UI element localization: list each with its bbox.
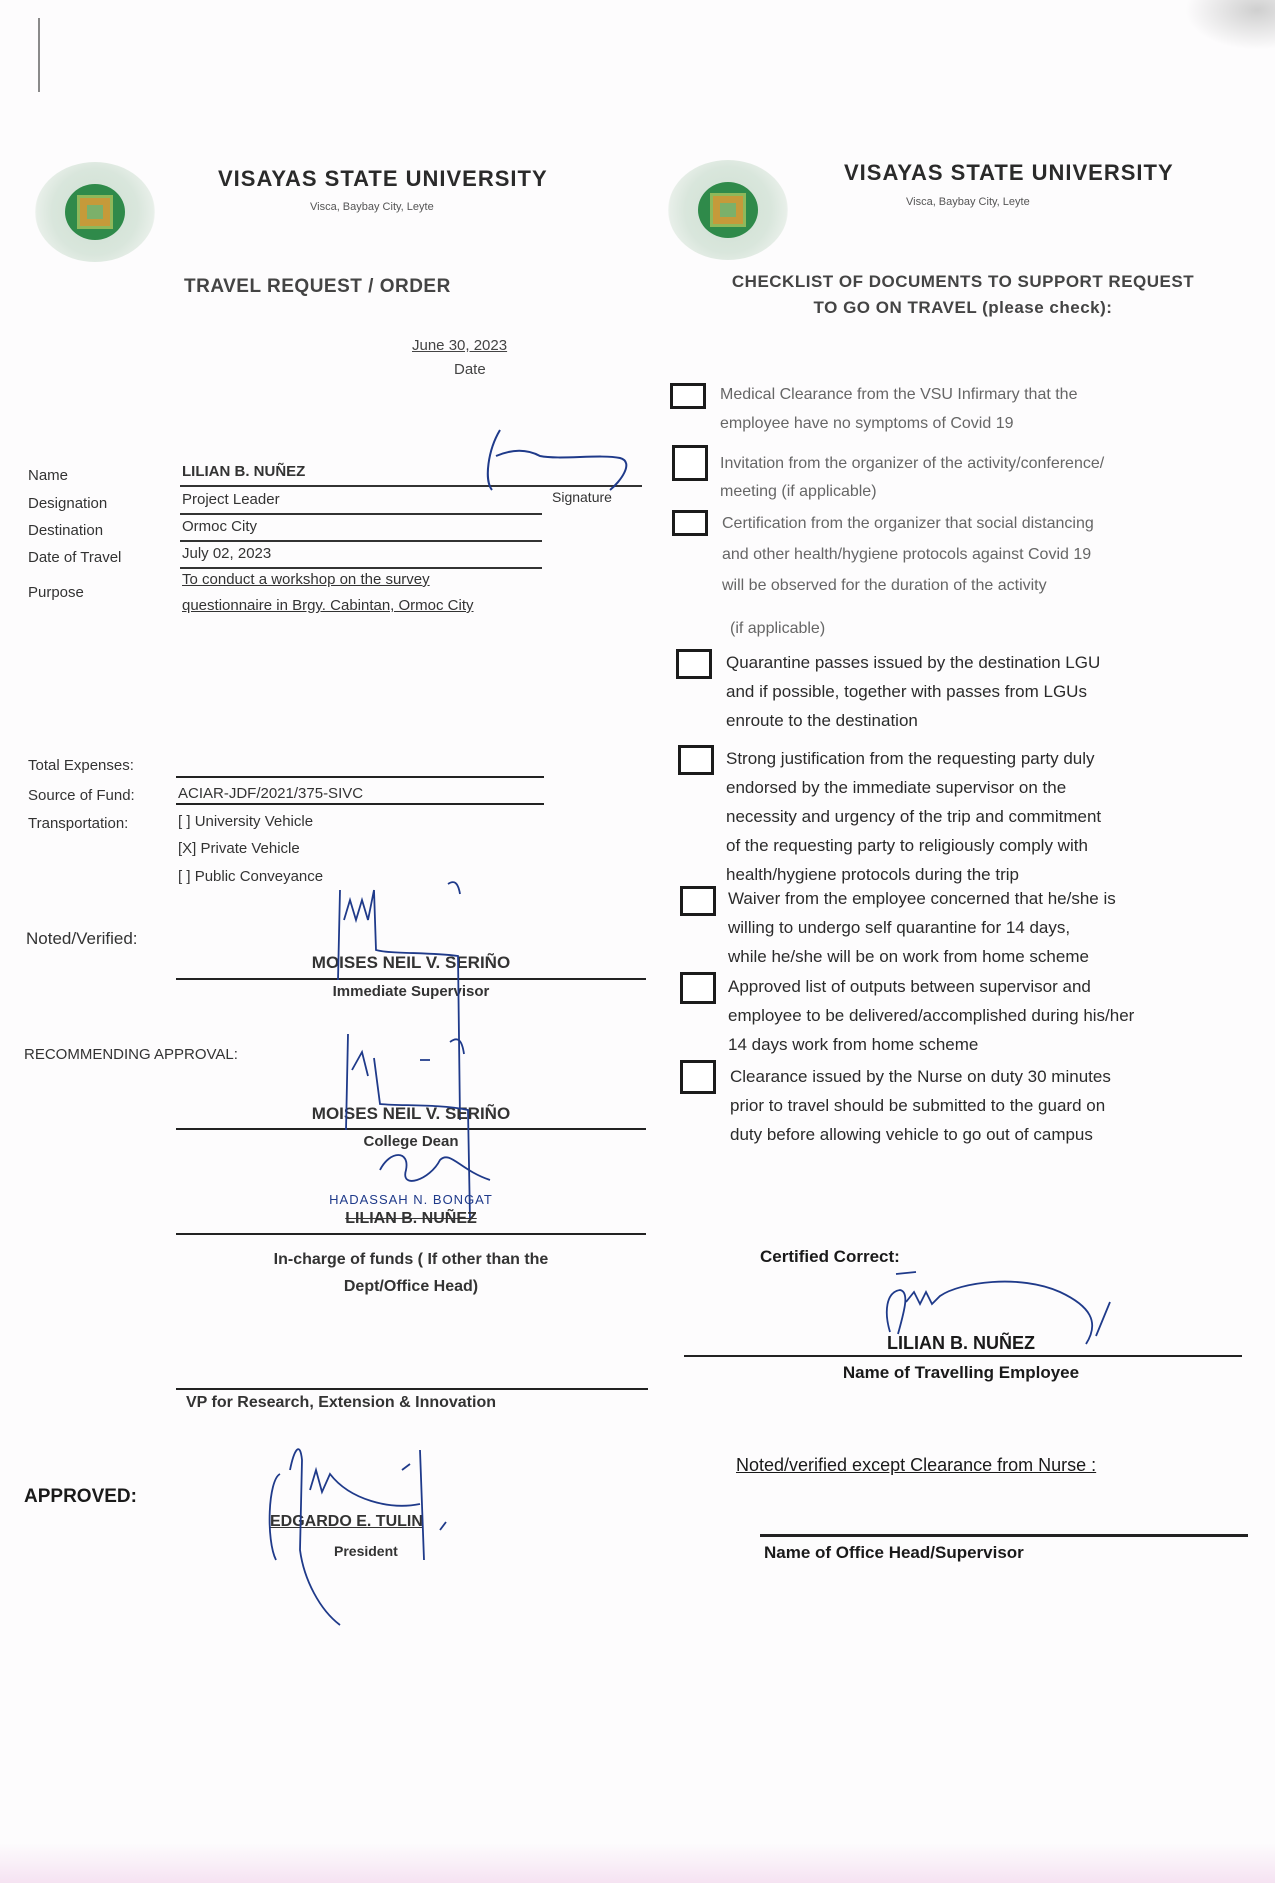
vsu-seal-logo-right	[668, 160, 788, 260]
checklist-text: Quarantine passes issued by the destination LGU and if possible, together with passes from LGUs enroute to the destination	[726, 653, 1101, 730]
scan-mark	[38, 18, 40, 92]
checkbox-strong-justification[interactable]	[678, 745, 714, 775]
total-expenses-underline	[176, 776, 544, 778]
designation-label: Designation	[28, 495, 108, 512]
checklist-text: Waiver from the employee concerned that he/she is willing to undergo self quarantine for 14 days, while he/she will be on work from home scheme	[728, 889, 1116, 966]
signature-label: Signature	[552, 489, 612, 505]
checkbox-nurse-clearance[interactable]	[680, 1060, 716, 1094]
transport-option-private-vehicle[interactable]	[178, 840, 300, 857]
date-of-travel-label: Date of Travel	[28, 549, 122, 566]
funds-incharge-title-2: Dept/Office Head)	[343, 1278, 479, 1295]
vsu-seal-logo-left	[35, 162, 155, 262]
destination-label: Destination	[28, 522, 104, 539]
if-applicable-note: (if applicable)	[730, 620, 826, 637]
signature-applicant	[470, 420, 640, 500]
date-label: Date	[454, 361, 486, 378]
checklist-title-line-1: CHECKLIST OF DOCUMENTS TO SUPPORT REQUEST	[731, 272, 1195, 291]
travelling-employee-name: LILIAN B. NUÑEZ	[887, 1333, 1035, 1353]
approved-label: APPROVED:	[24, 1486, 137, 1507]
source-of-fund-value: ACIAR-JDF/2021/375-SIVC	[178, 785, 364, 802]
scan-shadow	[1185, 0, 1275, 50]
president-title: President	[334, 1543, 398, 1559]
president-name: EDGARDO E. TULIN	[270, 1513, 423, 1530]
recommending-approval-label: RECOMMENDING APPROVAL:	[24, 1046, 238, 1063]
scan-bottom-tint	[0, 1843, 1275, 1883]
date-of-travel-value: July 02, 2023	[182, 545, 272, 562]
name-value: LILIAN B. NUÑEZ	[182, 463, 306, 480]
option-label: University Vehicle	[194, 813, 314, 830]
university-name: VISAYAS STATE UNIVERSITY	[844, 160, 1174, 185]
transport-option-public-conveyance[interactable]	[178, 868, 323, 885]
office-head-title: Name of Office Head/Supervisor	[764, 1543, 1024, 1562]
purpose-line-1: To conduct a workshop on the survey	[182, 571, 430, 588]
vp-title: VP for Research, Extension & Innovation	[186, 1394, 496, 1411]
checklist-text: Strong justification from the requesting party duly endorsed by the immediate supervisor on the necessity and urgency of the trip and commitment of the requesting party to religiously comply with health/hygiene protocols during the trip	[726, 749, 1102, 884]
funds-incharge-handwritten-name: HADASSAH N. BONGAT	[329, 1192, 493, 1207]
noted-verified-label: Noted/Verified:	[26, 929, 138, 948]
checkbox-waiver[interactable]	[680, 886, 716, 916]
date-of-travel-underline	[180, 567, 542, 569]
purpose-line-2: questionnaire in Brgy. Cabintan, Ormoc City	[182, 597, 474, 614]
checkbox-mark: [ ]	[178, 813, 191, 830]
checklist-text: Approved list of outputs between supervisor and employee to be delivered/accomplished during his/her 14 days work from home scheme	[728, 977, 1135, 1054]
destination-value: Ormoc City	[182, 518, 257, 535]
funds-incharge-title-1: In-charge of funds ( If other than the	[273, 1251, 549, 1268]
travelling-employee-line	[684, 1355, 1242, 1357]
checkbox-mark: [ ]	[178, 868, 191, 885]
purpose-label: Purpose	[28, 584, 84, 601]
transport-option-university-vehicle[interactable]	[178, 813, 313, 830]
checklist-text: Medical Clearance from the VSU Infirmary that the employee have no symptoms of Covid 19	[720, 386, 1078, 432]
university-address: Visca, Baybay City, Leyte	[310, 201, 434, 213]
transportation-label: Transportation:	[28, 815, 129, 832]
checkbox-mark: [X]	[178, 840, 197, 857]
total-expenses-label: Total Expenses:	[28, 757, 134, 774]
source-of-fund-underline	[176, 803, 544, 805]
date-value: June 30, 2023	[412, 337, 508, 354]
immediate-supervisor-name: MOISES NEIL V. SERIÑO	[311, 953, 511, 972]
checklist-title-line-2: TO GO ON TRAVEL (please check):	[813, 298, 1113, 317]
certified-correct-label: Certified Correct:	[760, 1247, 900, 1266]
university-name: VISAYAS STATE UNIVERSITY	[218, 166, 548, 191]
checkbox-certification[interactable]	[672, 510, 708, 536]
noted-except-nurse-label: Noted/verified except Clearance from Nurse :	[736, 1455, 1097, 1475]
option-label: Public Conveyance	[194, 868, 324, 885]
designation-value: Project Leader	[182, 491, 280, 508]
destination-underline	[180, 540, 542, 542]
immediate-supervisor-title: Immediate Supervisor	[332, 983, 490, 1000]
checkbox-approved-outputs[interactable]	[680, 972, 716, 1004]
option-label: Private Vehicle	[200, 840, 300, 857]
checklist-text: Certification from the organizer that social distancing and other health/hygiene protocols against Covid 19 will be observed for the duration of the activity	[722, 515, 1094, 594]
college-dean-title: College Dean	[363, 1133, 459, 1150]
source-of-fund-label: Source of Fund:	[28, 787, 135, 804]
form-title: TRAVEL REQUEST / ORDER	[184, 276, 451, 297]
name-label: Name	[28, 467, 69, 484]
funds-incharge-struck-name: LILIAN B. NUÑEZ	[345, 1210, 477, 1227]
checkbox-medical-clearance[interactable]	[670, 383, 706, 409]
vp-signature-line	[176, 1388, 648, 1390]
checklist-text: Invitation from the organizer of the activity/conference/ meeting (if applicable)	[720, 455, 1105, 500]
travelling-employee-title: Name of Travelling Employee	[842, 1363, 1080, 1382]
signature-president	[260, 1430, 500, 1630]
funds-incharge-line	[176, 1233, 646, 1235]
checkbox-quarantine-passes[interactable]	[676, 649, 712, 679]
designation-underline	[180, 513, 542, 515]
university-address: Visca, Baybay City, Leyte	[906, 196, 1030, 208]
checkbox-invitation[interactable]	[672, 445, 708, 481]
checklist-text: Clearance issued by the Nurse on duty 30 minutes prior to travel should be submitted to the guard on duty before allowing vehicle to go out of campus	[730, 1067, 1111, 1144]
office-head-line	[760, 1534, 1248, 1537]
college-dean-name: MOISES NEIL V. SERIÑO	[311, 1104, 511, 1123]
